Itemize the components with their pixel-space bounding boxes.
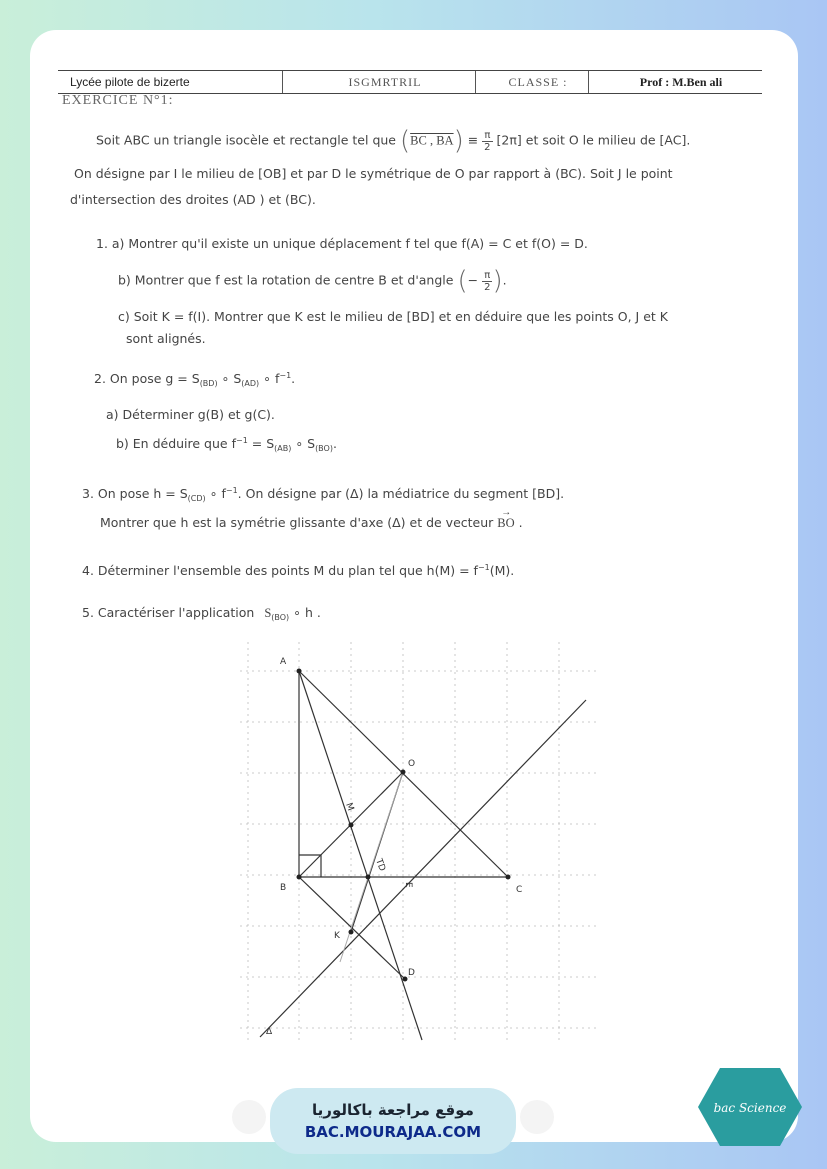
label-a: A xyxy=(280,657,287,667)
label-o: O xyxy=(408,759,416,769)
point-c xyxy=(506,875,511,880)
q5: 5. Caractériser l'application $S_{(BO)}$ ∘ h . xyxy=(82,605,321,622)
left-logo-icon xyxy=(232,1100,266,1134)
class-name: ISGMRTRIL xyxy=(283,71,476,93)
q1-c-line1: c) Soit K = f(I). Montrer que K est le milieu de [BD] et en déduire que les points O, J et K xyxy=(118,309,668,324)
label-line-e: E xyxy=(403,882,413,888)
point-o xyxy=(401,770,406,775)
vector-angle: BC , BA xyxy=(410,133,454,148)
q2-a: a) Déterminer g(B) et g(C). xyxy=(106,407,275,422)
point-a xyxy=(297,669,302,674)
right-logo-icon xyxy=(520,1100,554,1134)
point-j xyxy=(366,875,371,880)
site-url-link[interactable]: BAC.MOURAJAA.COM xyxy=(304,1123,482,1141)
point-d xyxy=(403,977,408,982)
q3-b: Montrer que h est la symétrie glissante d'axe (Δ) et de vecteur → BO . xyxy=(100,507,523,530)
segment-bd xyxy=(299,877,405,979)
line-delta xyxy=(260,700,586,1037)
geometry-figure xyxy=(240,642,600,1042)
label-c: C xyxy=(516,885,523,895)
label-d: D xyxy=(408,968,415,978)
point-b xyxy=(297,875,302,880)
point-i xyxy=(349,823,354,828)
label-b: B xyxy=(280,883,287,893)
exercise-title: EXERCICE N°1: xyxy=(62,93,174,108)
exam-header xyxy=(58,70,762,94)
bac-science-badge xyxy=(696,1066,804,1148)
school-name: Lycée pilote de bizerte xyxy=(58,71,283,93)
site-name-arabic: موقع مراجعة باكالوريا xyxy=(312,1101,474,1119)
q1-b: b) Montrer que f est la rotation de centre B et d'angle (− $\frac{\pi}{2}$ ). xyxy=(118,266,507,296)
level-label: CLASSE : xyxy=(476,71,589,93)
dotted-grid xyxy=(240,642,600,1042)
q2-b: b) En déduire que $f^{-1} = S_{(AB)}$ ∘ $S_{(BO)}$. xyxy=(116,436,337,453)
label-delta: Δ xyxy=(266,1027,273,1037)
site-banner[interactable] xyxy=(270,1088,516,1154)
teacher-name: Prof : M.Ben ali xyxy=(639,74,723,89)
q1-a: 1. a) Montrer qu'il existe un unique déplacement f tel que f(A) = C et f(O) = D. xyxy=(96,236,588,251)
vector-bo: BO xyxy=(497,516,515,530)
q1-c-line2: sont alignés. xyxy=(126,331,206,346)
label-line-ad: TD xyxy=(373,857,387,873)
badge-text: bac Science xyxy=(713,1101,787,1115)
label-line-m: M xyxy=(343,801,356,813)
point-k xyxy=(349,930,354,935)
intro-line-1: Soit ABC un triangle isocèle et rectangle tel que (BC , BA) ≡ $\frac{\pi}{2}$ [2π] et soit O le milieu de [AC]. xyxy=(96,126,691,156)
q3-a: 3. On pose $h = S_{(CD)}$ ∘ $f^{-1}$. On désigne par (Δ) la médiatrice du segment [BD]. xyxy=(82,486,565,503)
q2-intro: 2. On pose $g = S_{(BD)}$ ∘ $S_{(AD)}$ ∘ $f^{-1}$. xyxy=(94,371,296,388)
intro-line-3: d'intersection des droites (AD ) et (BC). xyxy=(70,192,316,207)
q4: 4. Déterminer l'ensemble des points M du plan tel que $h(M) = f^{-1}(M)$. xyxy=(82,563,515,578)
label-k: K xyxy=(334,931,340,941)
intro-line-2: On désigne par I le milieu de [OB] et par D le symétrique de O par rapport à (BC). Soit J le point xyxy=(74,166,673,181)
